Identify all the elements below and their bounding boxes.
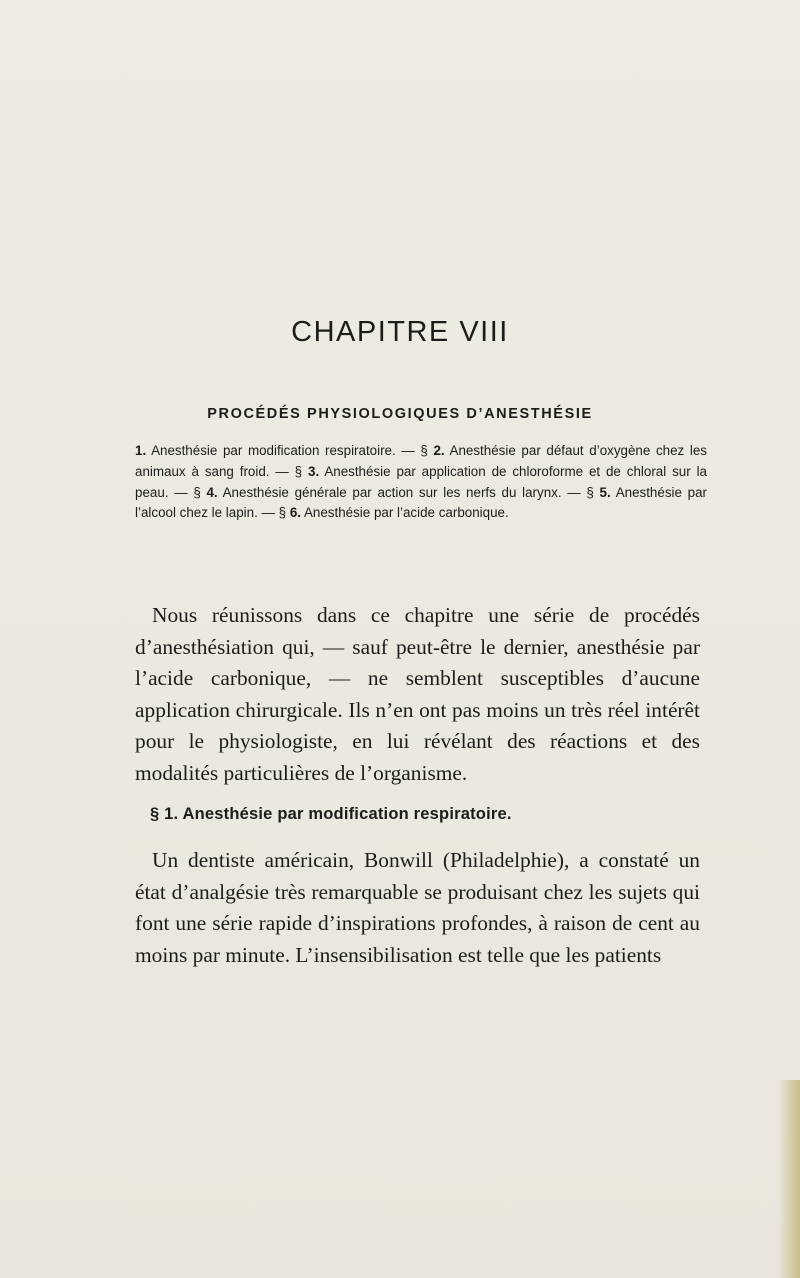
section-heading <box>150 803 710 825</box>
summary-item: Anesthésie par défaut d’oxygène chez les animaux à sang froid. — § <box>135 443 707 479</box>
intro-paragraph: Nous réunissons dans ce chapitre une série de procédés d’anesthésiation qui, — sauf peut-être le dernier, anesthésie par l’acide carbonique, — ne semblent susceptibles d’aucune application chirurgicale. Ils n’en ont pas moins un très réel intérêt pour le physiologiste, en lui révélant des réactions et des modalités particulières de l’organisme. <box>135 603 700 785</box>
chapter-title: CHAPITRE VIII <box>291 316 509 348</box>
summary-number: 2. <box>433 443 445 458</box>
page-edge-stain <box>778 1080 800 1278</box>
summary-item: Anesthésie par application de chloroforme et de chloral sur la peau. — § <box>135 463 707 500</box>
chapter-subtitle: PROCÉDÉS PHYSIOLOGIQUES D’ANESTHÉSIE <box>207 406 593 422</box>
summary-item: Anesthésie générale par action sur les nerfs du larynx. — § <box>217 484 600 500</box>
summary-item: Anesthésie par l’acide carbonique. <box>301 505 509 521</box>
summary-number: 6. <box>289 505 301 521</box>
section-marker: § 1. <box>150 805 179 823</box>
summary-number: 4. <box>206 484 218 500</box>
summary-item: Anesthésie par l’alcool chez le lapin. — § <box>135 484 708 521</box>
summary-number: 3. <box>308 463 320 479</box>
section-paragraph: Un dentiste américain, Bonwill (Philadelphie), a constaté un état d’analgésie très remarquable se produisant chez les sujets qui font une série rapide d’inspirations profondes, à raison de cent au moins par minute. L’insensibilisation est telle que les patients <box>135 848 700 967</box>
section-title: Anesthésie par modification respiratoire. <box>182 805 512 823</box>
summary-number: 1. <box>135 443 147 458</box>
summary-item: Anesthésie par modification respiratoire. — § <box>146 443 434 458</box>
chapter-summary <box>135 441 707 524</box>
summary-number: 5. <box>599 484 611 500</box>
